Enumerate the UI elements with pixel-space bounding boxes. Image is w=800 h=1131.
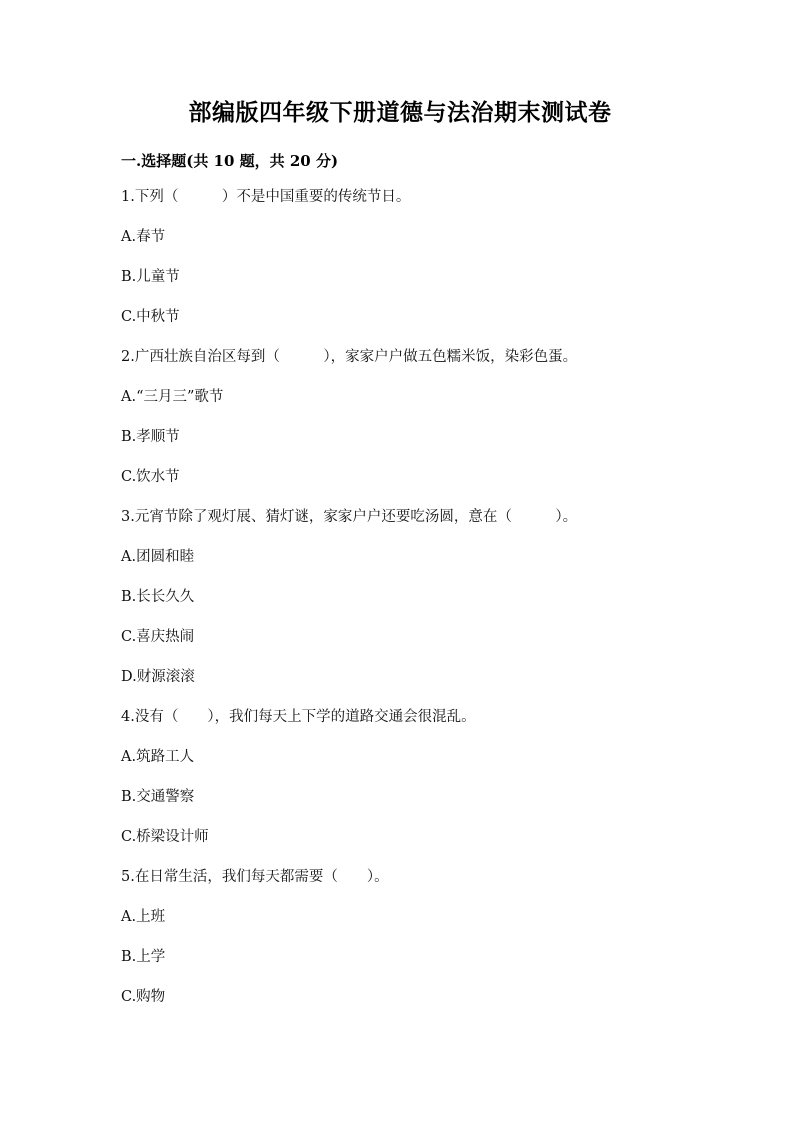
answer-option: C.桥梁设计师: [121, 829, 209, 845]
answer-option: C.饮水节: [121, 469, 180, 485]
answer-option: B.儿童节: [121, 269, 180, 285]
answer-option: B.交通警察: [121, 789, 195, 805]
answer-option: B.长长久久: [121, 589, 195, 605]
question-stem: 1.下列（ ）不是中国重要的传统节日。: [121, 189, 411, 205]
answer-option: A.筑路工人: [121, 749, 195, 765]
question-stem: 3.元宵节除了观灯展、猜灯谜，家家户户还要吃汤圆，意在（ ）。: [121, 509, 578, 525]
question-list: [121, 186, 721, 1026]
answer-option: C.中秋节: [121, 309, 180, 325]
question-stem: 2.广西壮族自治区每到（ ），家家户户做五色糯米饭，染彩色蛋。: [121, 349, 578, 365]
answer-option: D.财源滚滚: [121, 669, 195, 685]
answer-option: A.团圆和睦: [121, 549, 195, 565]
answer-option: A.“三月三”歌节: [121, 389, 224, 405]
answer-option: B.上学: [121, 949, 166, 965]
answer-option: A.上班: [121, 909, 166, 925]
answer-option: C.购物: [121, 989, 166, 1005]
question-stem: 5.在日常生活，我们每天都需要（ ）。: [121, 869, 389, 885]
answer-option: A.春节: [121, 229, 166, 245]
answer-option: B.孝顺节: [121, 429, 180, 445]
answer-option: C.喜庆热闹: [121, 629, 195, 645]
question-stem: 4.没有（ ），我们每天上下学的道路交通会很混乱。: [121, 709, 476, 725]
section-heading: 一.选择题(共 10 题，共 20 分): [121, 152, 339, 170]
page-title: 部编版四年级下册道德与法治期末测试卷: [188, 99, 612, 126]
